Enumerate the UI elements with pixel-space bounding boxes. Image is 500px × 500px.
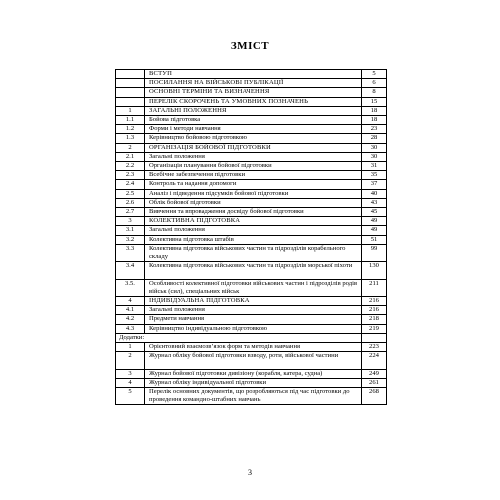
page-title: ЗМІСТ [230,40,270,52]
toc-number: 3.4 [116,262,145,279]
toc-row [116,106,387,115]
appendix-title: Журнал обліку індивідуальної підготовки [145,378,362,387]
appendix-number: 3 [116,369,145,378]
toc-title: Загальні положення [145,152,362,161]
toc-number: 2.7 [116,208,145,217]
toc-number [116,70,145,79]
toc-title: Керівництво індивідуальною підготовкою [145,324,362,333]
toc-number: 3.5. [116,279,145,296]
toc-page: 8 [362,88,387,97]
toc-title: ОРГАНІЗАЦІЯ БОЙОВОЇ ПІДГОТОВКИ [145,143,362,152]
toc-number: 1 [116,106,145,115]
toc-number: 3 [116,217,145,226]
toc-number: 1.3 [116,134,145,143]
toc-row [116,180,387,189]
toc-number: 4.1 [116,306,145,315]
appendix-title: Орієнтовний взаємозв’язок форм та методів навчання [145,343,362,352]
toc-number: 4.3 [116,324,145,333]
toc-page: 49 [362,226,387,235]
toc-title: Вивчення та впровадження досвіду бойової підготовки [145,208,362,217]
toc-title: Всебічне забезпечення підготовки [145,171,362,180]
toc-number: 2 [116,143,145,152]
appendix-row [116,378,387,387]
toc-row [116,143,387,152]
appendix-number: 4 [116,378,145,387]
page-number: 3 [248,468,252,477]
appendix-row [116,369,387,378]
toc-title: Бойова підготовка [145,116,362,125]
toc-row [116,297,387,306]
toc-row [116,152,387,161]
toc-title: Форми і методи навчання [145,125,362,134]
toc-page: 211 [362,279,387,296]
toc-number: 3.2 [116,235,145,244]
appendix-number: 5 [116,388,145,405]
toc-title: Предмети навчання [145,315,362,324]
toc-row [116,262,387,279]
appendix-number: 1 [116,343,145,352]
toc-row [116,88,387,97]
toc-number: 3.3 [116,244,145,261]
appendix-header-row [116,333,387,342]
toc-page: 218 [362,315,387,324]
toc-title: Керівництво бойовою підготовкою [145,134,362,143]
toc-page: 45 [362,208,387,217]
toc-page: 23 [362,125,387,134]
toc-row [116,235,387,244]
toc-page: 51 [362,235,387,244]
appendix-page: 249 [362,369,387,378]
appendix-title: Журнал обліку бойової підготовки взводу, роти, військової частини [145,352,362,369]
toc-number [116,79,145,88]
toc-page: 31 [362,162,387,171]
appendix-page: 223 [362,343,387,352]
toc-row [116,116,387,125]
toc-page: 30 [362,143,387,152]
toc-row [116,171,387,180]
toc-title: Особливості колективної підготовки військових частин і підрозділів родів військ (сил), спеціальних військ [145,279,362,296]
toc-page: 219 [362,324,387,333]
toc-row [116,134,387,143]
toc-number: 2.2 [116,162,145,171]
appendix-title: Перелік основних документів, що розробляються під час підготовки до проведення командно-штабних навчань [145,388,362,405]
toc-title: Загальні положення [145,306,362,315]
toc-title: ВСТУП [145,70,362,79]
toc-page: 5 [362,70,387,79]
appendix-row [116,388,387,405]
toc-page: 15 [362,97,387,106]
appendix-page: 261 [362,378,387,387]
toc-number: 2.4 [116,180,145,189]
toc-page: 28 [362,134,387,143]
toc-row [116,70,387,79]
toc-title: Загальні положення [145,226,362,235]
toc-number: 2.3 [116,171,145,180]
toc-row [116,208,387,217]
toc-row [116,162,387,171]
toc-page: 35 [362,171,387,180]
toc-number: 2.6 [116,198,145,207]
toc-title: ПЕРЕЛІК СКОРОЧЕНЬ ТА УМОВНИХ ПОЗНАЧЕНЬ [145,97,362,106]
toc-page: 6 [362,79,387,88]
toc-title: КОЛЕКТИВНА ПІДГОТОВКА [145,217,362,226]
toc-title: ЗАГАЛЬНІ ПОЛОЖЕННЯ [145,106,362,115]
toc-number: 4.2 [116,315,145,324]
appendix-title: Журнал бойової підготовки дивізіону (корабля, катера, судна) [145,369,362,378]
toc-title: Аналіз і підведення підсумків бойової підготовки [145,189,362,198]
toc-title: Контроль та надання допомоги [145,180,362,189]
toc-page: 18 [362,106,387,115]
toc-row [116,306,387,315]
toc-row [116,324,387,333]
toc-row [116,315,387,324]
toc-number [116,88,145,97]
toc-row [116,244,387,261]
toc-title: Колективна підготовка військових частин та підрозділів морської піхоти [145,262,362,279]
toc-row [116,198,387,207]
toc-row [116,79,387,88]
toc-title: ПОСИЛАННЯ НА ВІЙСЬКОВІ ПУБЛІКАЦІЇ [145,79,362,88]
toc-row [116,189,387,198]
toc-title: ІНДИВІДУАЛЬНА ПІДГОТОВКА [145,297,362,306]
toc-row [116,279,387,296]
appendix-number: 2 [116,352,145,369]
toc-number: 4 [116,297,145,306]
contents-table [115,69,387,405]
toc-row [116,97,387,106]
toc-number: 1.1 [116,116,145,125]
appendix-page: 224 [362,352,387,369]
toc-row [116,125,387,134]
appendix-row [116,343,387,352]
toc-page: 216 [362,297,387,306]
toc-title: Колективна підготовка штабів [145,235,362,244]
toc-number: 3.1 [116,226,145,235]
toc-page: 216 [362,306,387,315]
toc-page: 49 [362,217,387,226]
toc-page: 37 [362,180,387,189]
toc-title: Облік бойової підготовки [145,198,362,207]
toc-number: 2.1 [116,152,145,161]
toc-page: 18 [362,116,387,125]
toc-number: 1.2 [116,125,145,134]
toc-number: 2.5 [116,189,145,198]
toc-page: 130 [362,262,387,279]
appendix-page: 268 [362,388,387,405]
toc-page: 30 [362,152,387,161]
toc-title: Колективна підготовка військових частин та підрозділів корабельного складу [145,244,362,261]
toc-row [116,226,387,235]
toc-page: 43 [362,198,387,207]
appendix-row [116,352,387,369]
toc-row [116,217,387,226]
toc-title: Організація планування бойової підготовки [145,162,362,171]
appendix-label: Додатки: [116,333,362,342]
toc-page: 40 [362,189,387,198]
toc-page: 99 [362,244,387,261]
toc-title: ОСНОВНІ ТЕРМІНИ ТА ВИЗНАЧЕННЯ [145,88,362,97]
toc-number [116,97,145,106]
